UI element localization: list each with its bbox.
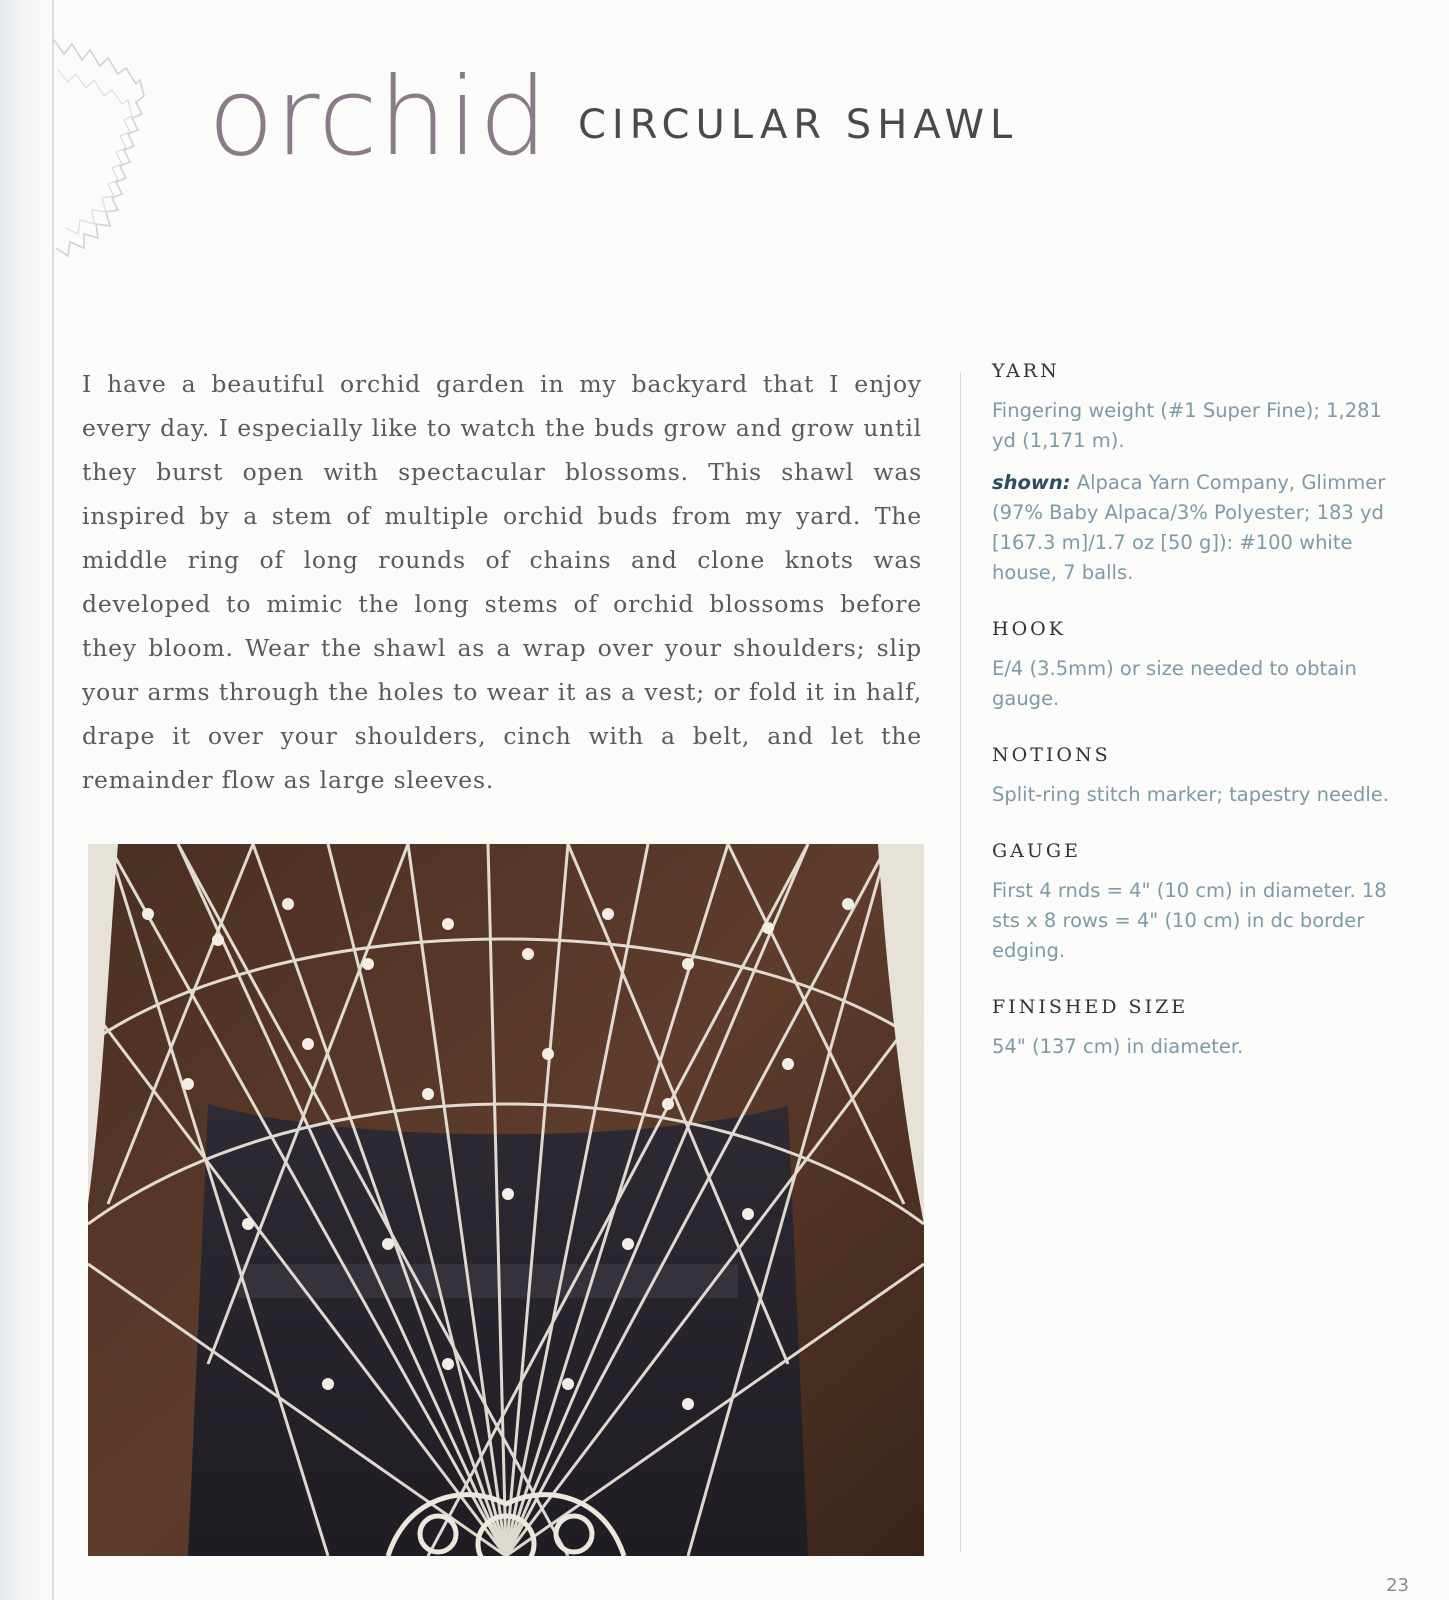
spec-notions-heading: NOTIONS [992,744,1111,766]
spec-gauge [992,840,1412,966]
spec-finished-size [992,996,1412,1062]
spec-hook [992,618,1412,714]
spec-yarn [992,360,1412,588]
page-number: 23 [1386,1575,1409,1596]
shawl-photo-image [88,844,924,1556]
spec-hook-text: E/4 (3.5mm) or size needed to obtain gauge. [992,657,1357,710]
gauge-line-2: 18 sts x 8 rows = 4" (10 cm) in dc border edging. [992,879,1387,962]
page-subtitle: CIRCULAR SHAWL [578,102,1019,148]
spec-finished-size-heading: FINISHED SIZE [992,996,1189,1018]
shown-label: shown: [992,471,1071,494]
spec-finished-size-text: 54" (137 cm) in diameter. [992,1035,1244,1058]
spec-notions-text: Split-ring stitch marker; tapestry needle. [992,783,1390,806]
spec-yarn-shown [992,468,1412,588]
gauge-line-1: First 4 rnds = 4" (10 cm) in diameter. [992,879,1356,902]
spec-hook-heading: HOOK [992,618,1066,640]
spec-gauge-text-1 [992,876,1412,966]
shown-text: Alpaca Yarn Company, Glimmer (97% Baby Alpaca/3% Polyester; 183 yd [167.3 m]/1.7 oz [50 g]): #100 white house, 7 balls. [992,471,1386,584]
spec-notions [992,744,1412,810]
intro-paragraph: I have a beautiful orchid garden in my backyard that I enjoy every day. I especially like to watch the buds grow and grow until they burst open with spectacular blossoms. This shawl was inspired by a stem of multiple orchid buds from my yard. The middle ring of long rounds of chains and clone knots was developed to mimic the long stems of orchid blossoms before they bloom. Wear the shawl as a wrap over your shoulders; slip your arms through the holes to wear it as a vest; or fold it in half, drape it over your shoulders, cinch with a belt, and let the remainder flow as large sleeves. [82,370,922,794]
spec-yarn-heading: YARN [992,360,1060,382]
column-divider [960,372,961,1552]
shawl-photo [88,844,924,1556]
zigzag-ornament-icon [44,30,154,270]
pattern-specs [992,360,1412,1092]
spec-yarn-text: Fingering weight (#1 Super Fine); 1,281 yd (1,171 m). [992,399,1382,452]
page-title: orchid [208,55,549,180]
spec-gauge-heading: GAUGE [992,840,1081,862]
